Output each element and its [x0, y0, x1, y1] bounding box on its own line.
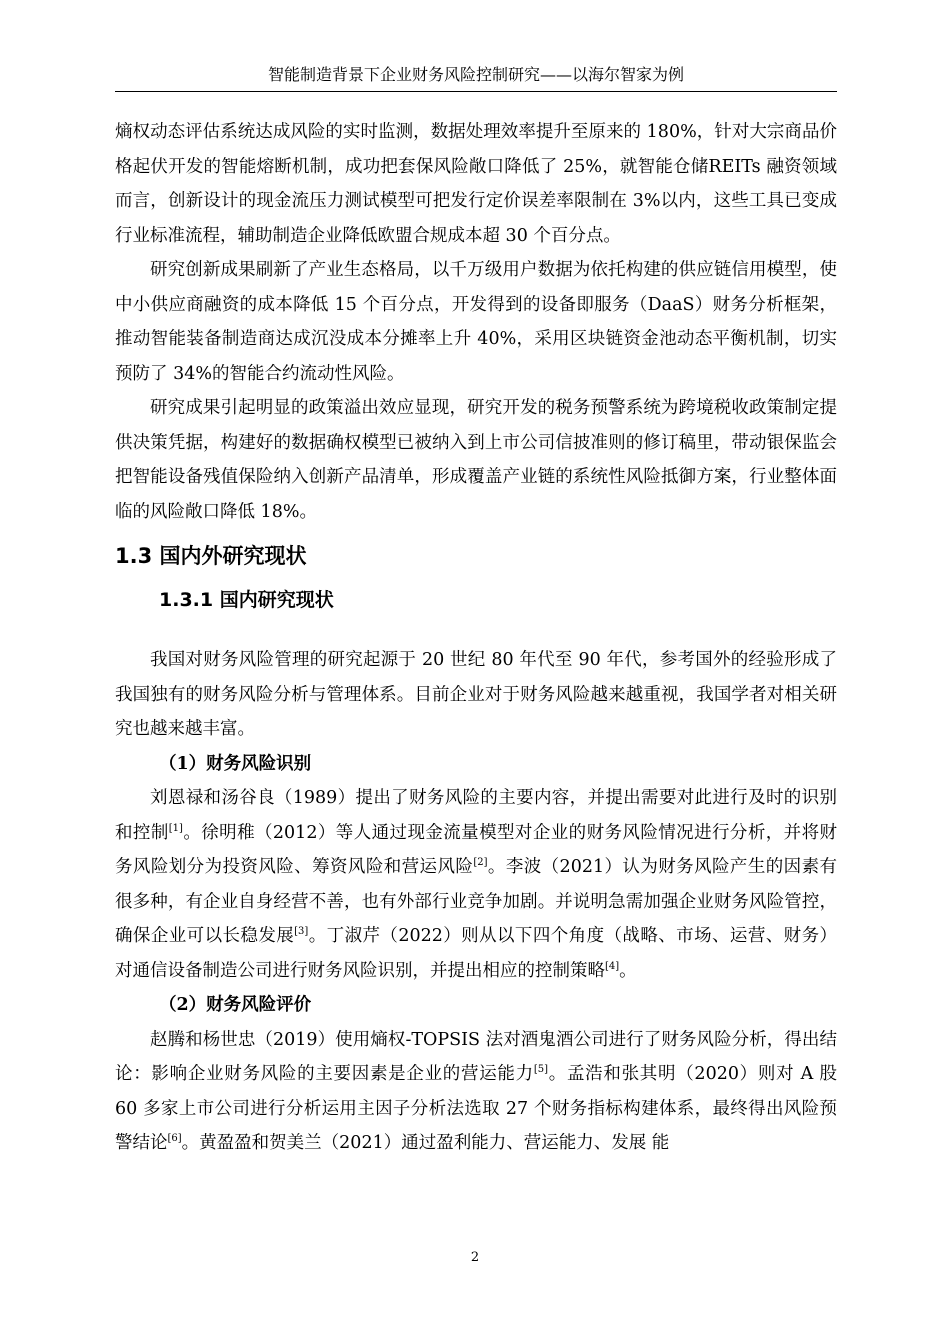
running-header: 智能制造背景下企业财务风险控制研究——以海尔智家为例 — [267, 65, 684, 84]
citation-ref-1: [1] — [168, 822, 183, 834]
text-run: 。黄盈盈和贺美兰（2021）通过盈利能力、营运能力、发展 能 — [181, 1133, 670, 1153]
text-run: 。徐明稚（2012）等人通过现金流量模型对企业的财务风险情况进行分析，并将财务风险划分为投资风险、筹资风险和营运风险 — [115, 822, 837, 877]
citation-ref-2: [2] — [473, 857, 488, 868]
page-number: 2 — [470, 1250, 480, 1265]
subheading-risk-identification: （1）财务风险识别 — [159, 753, 312, 774]
citation-ref-6: [6] — [167, 1133, 182, 1144]
section-heading-1-3-1: 1.3.1 国内研究现状 — [159, 589, 334, 611]
paragraph-risk-evaluation — [115, 1023, 837, 1161]
text-run: 。李波（2021）认为财务风险产生的因素有很多种，有企业自身经营不善，也有外部行业竞争加剧。并说明急需加强企业财务风险管控，确保企业可以长稳发展 — [115, 857, 837, 946]
paragraph-domestic-intro: 我国对财务风险管理的研究起源于 20 世纪 80 年代至 90 年代，参考国外的经验形成了我国独有的财务风险分析与管理体系。目前企业对于财务风险越来越重视，我国学者对相关研究也越来越丰富。 — [115, 650, 837, 739]
paragraph-risk-identification — [115, 781, 837, 988]
paragraph-innovation: 研究创新成果刷新了产业生态格局，以千万级用户数据为依托构建的供应链信用模型，使中小供应商融资的成本降低 15 个百分点，开发得到的设备即服务（DaaS）财务分析框架，推动智能装备制造商达成沉没成本分摊率上升 40%，采用区块链资金池动态平衡机制，切实预防了 34%的智能合约流动性风险。 — [115, 260, 837, 384]
header-divider — [115, 91, 837, 92]
paragraph-policy: 研究成果引起明显的政策溢出效应显现，研究开发的税务预警系统为跨境税收政策制定提供决策凭据，构建好的数据确权模型已被纳入到上市公司信披准则的修订稿里，带动银保监会把智能设备残值保险纳入创新产品清单，形成覆盖产业链的系统性风险抵御方案，行业整体面临的风险敞口降低 18%。 — [115, 398, 837, 522]
citation-ref-3: [3] — [294, 926, 309, 937]
text-run: 。丁淑芹（2022）则从以下四个角度（战略、市场、运营、财务）对通信设备制造公司进行财务风险识别，并提出相应的控制策略 — [115, 926, 837, 981]
text-run: 。 — [619, 960, 637, 981]
citation-ref-5: [5] — [533, 1064, 549, 1075]
subheading-risk-evaluation: （2）财务风险评价 — [159, 995, 312, 1015]
paragraph-continued: 熵权动态评估系统达成风险的实时监测，数据处理效率提升至原来的 180%，针对大宗商品价格起伏开发的智能熔断机制，成功把套保风险敞口降低了 25%，就智能仓储REITs 融资领域而言，创新设计的现金流压力测试模型可把发行定价误差率限制在 3%以内，这些工具已变成行业标准流程，辅助制造企业降低欧盟合规成本超 30 个百分点。 — [115, 122, 837, 246]
section-heading-1-3: 1.3 国内外研究现状 — [115, 544, 307, 568]
text-run: 刘恩禄和汤谷良（1989）提出了财务风险的主要内容，并提出需要对此进行及时的识别和控制 — [115, 788, 837, 843]
text-run: 赵腾和杨世忠（2019）使用熵权-TOPSIS 法对酒鬼酒公司进行了财务风险分析，得出结论：影响企业财务风险的主要因素是企业的营运能力 — [115, 1029, 837, 1084]
page-body — [115, 115, 837, 1161]
text-run: 。孟浩和张其明（2020）则对 A 股 60 多家上市公司进行分析运用主因子分析法选取 27 个财务指标构建体系，最终得出风险预警结论 — [115, 1064, 837, 1153]
citation-ref-4: [4] — [605, 960, 620, 972]
